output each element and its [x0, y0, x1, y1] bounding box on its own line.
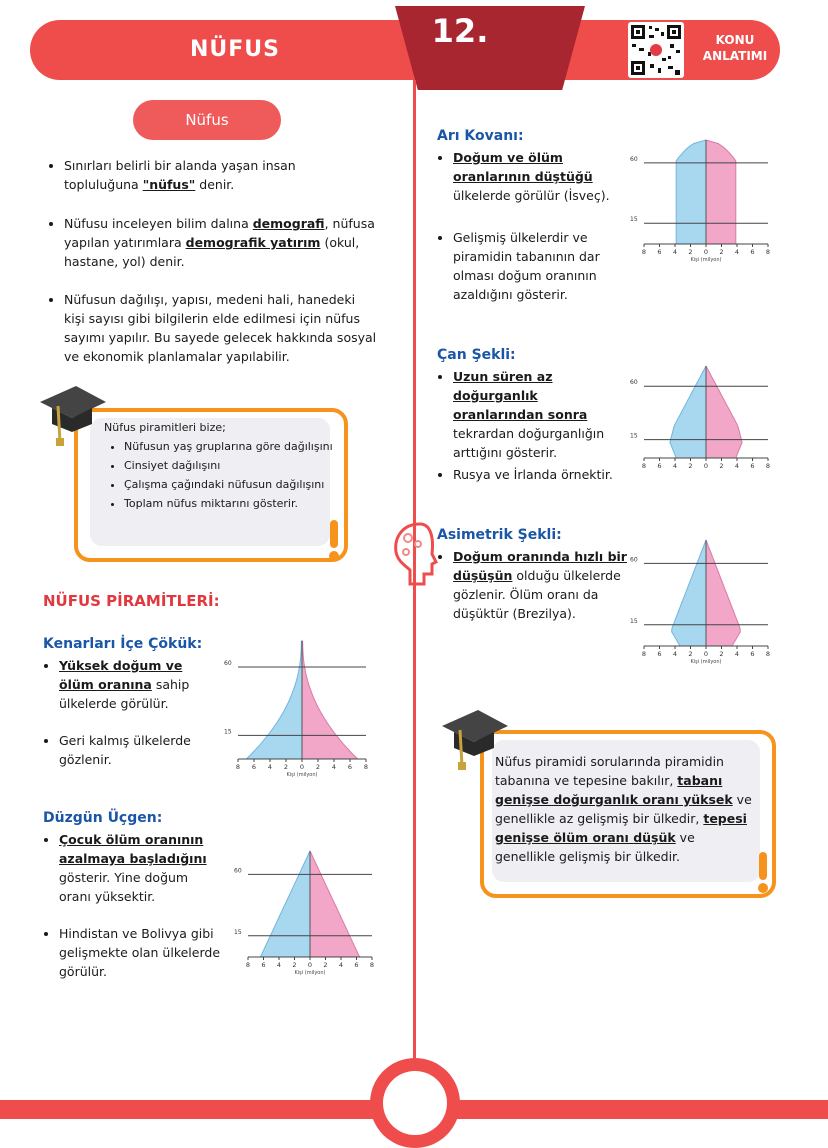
male-area [246, 641, 302, 759]
bell-bullet-2: • Rusya ve İrlanda örnektir. [453, 465, 627, 484]
x-axis-title: Kişi (milyon) [690, 257, 722, 263]
x-tick-label: 0 [307, 961, 313, 969]
x-tick-label: 8 [641, 248, 647, 256]
footer-circle-inner [383, 1071, 447, 1135]
y-label-60: 60 [630, 155, 638, 163]
tip-text: Nüfus piramidi sorularında piramidin tabanına ve tepesine bakılır, tabanı genişse doğurganlık oranı yüksek ve genellikle az gelişmiş bir ülkedir, tepesi genişse ölüm oranı düşük ve genellikle gelişmiş bir ülkedir. [495, 754, 752, 864]
section-pill-nufus: Nüfus [133, 100, 281, 140]
x-tick-label: 8 [369, 961, 375, 969]
concave-bullet-2: • Geri kalmış ülkelerde gözlenir. [59, 731, 213, 769]
male-area [676, 140, 706, 244]
y-label-15: 15 [630, 432, 638, 440]
subsection-title-asymmetric: Asimetrik Şekli: [437, 527, 562, 543]
x-tick-label: 6 [261, 961, 266, 969]
male-area [260, 851, 310, 957]
x-tick-label: 2 [719, 462, 724, 470]
bell-bullet-1: • Uzun süren az doğurganlık oranlarından sonra tekrardan doğurganlığın arttığını gösterir. [453, 367, 627, 462]
x-tick-label: 8 [765, 462, 771, 470]
female-area [706, 366, 742, 458]
female-area [706, 140, 736, 244]
x-tick-label: 8 [363, 763, 369, 771]
x-tick-label: 8 [245, 961, 251, 969]
x-tick-label: 4 [276, 961, 282, 969]
x-tick-label: 4 [338, 961, 344, 969]
x-axis-title: Kişi (milyon) [286, 772, 318, 778]
bullet-nufus-definition: • Sınırları belirli bir alanda yaşan insan topluluğuna "nüfus" denir. [64, 156, 368, 194]
unit-number: 12. [431, 12, 489, 50]
x-tick-label: 8 [235, 763, 241, 771]
x-tick-label: 0 [703, 650, 709, 658]
x-tick-label: 8 [765, 248, 771, 256]
y-label-15: 15 [630, 617, 638, 625]
male-area [672, 540, 706, 646]
x-tick-label: 4 [672, 462, 678, 470]
triangle-bullet-2: • Hindistan ve Bolivya gibi gelişmekte olan ülkelerde görülür. [59, 924, 223, 981]
exclamation-icon [326, 520, 342, 562]
female-area [302, 641, 358, 759]
x-tick-label: 4 [734, 462, 740, 470]
x-tick-label: 2 [688, 650, 693, 658]
x-tick-label: 6 [251, 763, 257, 771]
y-label-15: 15 [224, 728, 232, 736]
x-tick-label: 6 [347, 763, 353, 771]
pyramid-chart-beehive [628, 134, 774, 268]
x-tick-label: 2 [719, 248, 724, 256]
x-tick-label: 4 [331, 763, 337, 771]
qr-code-icon[interactable] [628, 22, 684, 78]
graduation-cap-icon [440, 700, 510, 772]
pyramid-chart-triangle [232, 845, 378, 981]
info-item: • Nüfusun yaş gruplarına göre dağılışını [124, 437, 334, 456]
x-tick-label: 2 [688, 462, 693, 470]
x-axis-title: Kişi (milyon) [690, 659, 722, 665]
info-item: • Cinsiyet dağılışını [124, 456, 334, 475]
female-area [310, 851, 360, 957]
y-label-60: 60 [630, 379, 638, 387]
x-tick-label: 8 [641, 462, 647, 470]
x-tick-label: 6 [657, 248, 662, 256]
concave-bullet-1: • Yüksek doğum ve ölüm oranına sahip ülkelerde görülür. [59, 656, 213, 713]
x-tick-label: 6 [657, 650, 662, 658]
subsection-title-beehive: Arı Kovanı: [437, 128, 524, 144]
beehive-bullet-2: • Gelişmiş ülkelerdir ve piramidin tabanının dar olması doğum oranının azaldığını gösterir. [453, 228, 617, 304]
x-tick-label: 6 [657, 462, 662, 470]
x-axis-title: Kişi (milyon) [294, 970, 326, 976]
x-tick-label: 4 [267, 763, 273, 771]
pyramid-chart-concave [222, 635, 372, 783]
x-tick-label: 2 [688, 248, 693, 256]
x-tick-label: 4 [734, 650, 740, 658]
x-tick-label: 6 [750, 462, 755, 470]
y-label-15: 15 [234, 928, 242, 936]
pyramid-chart-bell [628, 360, 774, 482]
section-title-pyramids: NÜFUS PİRAMİTLERİ: [43, 592, 220, 610]
x-tick-label: 4 [734, 248, 740, 256]
graduation-cap-icon [38, 376, 108, 448]
subsection-title-concave: Kenarları İçe Çökük: [43, 636, 203, 652]
x-tick-label: 6 [750, 650, 755, 658]
x-tick-label: 8 [641, 650, 647, 658]
x-tick-label: 2 [323, 961, 328, 969]
x-tick-label: 0 [703, 462, 709, 470]
female-area [706, 540, 740, 646]
beehive-bullet-1: • Doğum ve ölüm oranlarının düştüğü ülkelerde görülür (İsveç). [453, 148, 627, 205]
x-tick-label: 4 [672, 248, 678, 256]
y-label-60: 60 [234, 867, 242, 875]
intro-bullets [48, 156, 368, 194]
exclamation-icon [755, 852, 771, 894]
x-tick-label: 6 [750, 248, 755, 256]
x-tick-label: 6 [354, 961, 359, 969]
head-thinking-icon [390, 518, 440, 588]
male-area [670, 366, 706, 458]
x-tick-label: 0 [299, 763, 305, 771]
x-tick-label: 2 [719, 650, 724, 658]
subsection-title-bell: Çan Şekli: [437, 347, 516, 363]
info-item: • Toplam nüfus miktarını gösterir. [124, 494, 334, 513]
info-box-title: Nüfus piramitleri bize; [104, 421, 226, 434]
bullet-nufus-sayimi: • Nüfusun dağılışı, yapısı, medeni hali, hanedeki kişi sayısı gibi bilgilerin elde edilmesi için nüfus sayımı yapılır. Bu sayede gelecek hakkında sosyal ve ekonomik planlamalar yapılabilir. [64, 290, 378, 366]
x-tick-label: 0 [703, 248, 709, 256]
x-tick-label: 2 [292, 961, 297, 969]
x-tick-label: 4 [672, 650, 678, 658]
x-tick-label: 2 [283, 763, 289, 771]
pyramid-chart-asymmetric [628, 534, 774, 670]
y-label-15: 15 [630, 216, 638, 224]
bullet-demografi: • Nüfusu inceleyen bilim dalına demografi, nüfusa yapılan yatırımlara demografik yatırım (okul, hastane, yol) denir. [64, 214, 378, 271]
page-title: NÜFUS [189, 37, 280, 62]
x-tick-label: 8 [765, 650, 771, 658]
asymmetric-bullet-1: • Doğum oranında hızlı bir düşüşün olduğu ülkelerde gözlenir. Ölüm oranı da düşüktür (Brezilya). [453, 547, 627, 623]
info-item: • Çalışma çağındaki nüfusun dağılışını [124, 475, 334, 494]
triangle-bullet-1: • Çocuk ölüm oranının azalmaya başladığını gösterir. Yine doğum oranı yüksektir. [59, 830, 223, 906]
konu-anlatimi-label: KONU ANLATIMI [702, 33, 768, 63]
y-label-60: 60 [224, 659, 232, 667]
x-tick-label: 2 [315, 763, 321, 771]
subsection-title-triangle: Düzgün Üçgen: [43, 810, 163, 826]
y-label-60: 60 [630, 556, 638, 564]
